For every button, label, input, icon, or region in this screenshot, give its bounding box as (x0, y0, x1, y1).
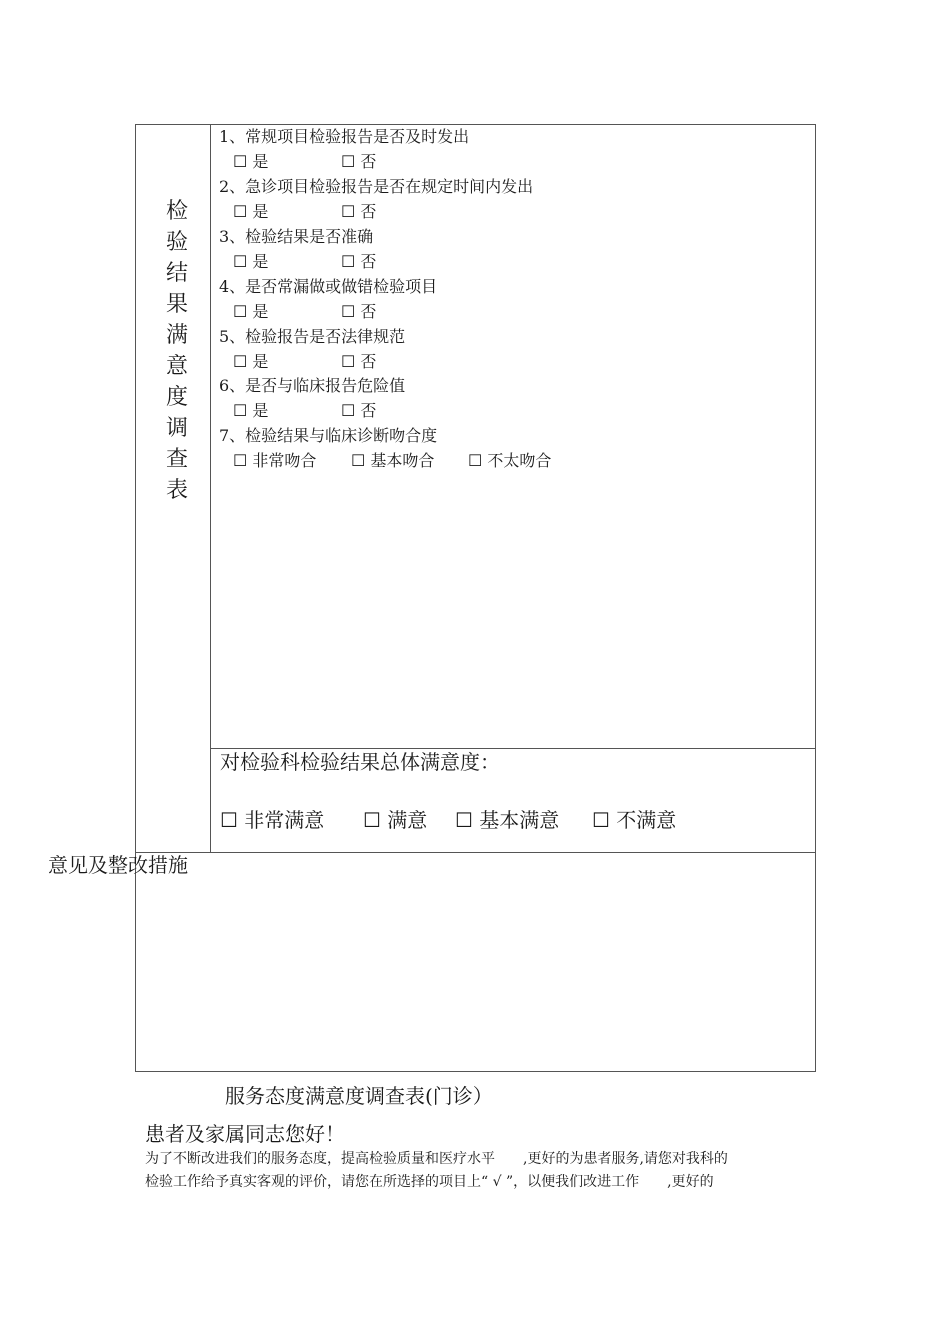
second-form-title: 服务态度满意度调查表(门诊） (225, 1084, 493, 1108)
question-7-option-not-quite[interactable]: ☐ 不太吻合 (468, 451, 552, 470)
question-6-option-yes[interactable]: ☐ 是 (233, 401, 269, 420)
section-title-char: 查 (165, 447, 188, 472)
question-1-option-no[interactable]: ☐ 否 (341, 152, 377, 171)
question-3-label: 3、检验结果是否准确 (219, 227, 374, 246)
question-5-option-yes[interactable]: ☐ 是 (233, 352, 269, 371)
question-7-option-very[interactable]: ☐ 非常吻合 (233, 451, 317, 470)
question-2-label: 2、急诊项目检验报告是否在规定时间内发出 (219, 177, 534, 196)
question-3-option-no[interactable]: ☐ 否 (341, 252, 377, 271)
question-4-option-no[interactable]: ☐ 否 (341, 302, 377, 321)
overall-option-basic[interactable]: ☐ 基本满意 (455, 808, 560, 832)
overall-option-very-satisfied[interactable]: ☐ 非常满意 (220, 808, 325, 832)
overall-option-unsatisfied[interactable]: ☐ 不满意 (592, 808, 677, 832)
question-7-label: 7、检验结果与临床诊断吻合度 (219, 426, 438, 445)
question-7-option-basic[interactable]: ☐ 基本吻合 (351, 451, 435, 470)
section-title (160, 196, 194, 506)
section-title-char: 满 (165, 323, 188, 348)
section-title-char: 调 (165, 416, 188, 441)
question-3-option-yes[interactable]: ☐ 是 (233, 252, 269, 271)
question-2-option-no[interactable]: ☐ 否 (341, 202, 377, 221)
question-6-label: 6、是否与临床报告危险值 (219, 376, 406, 395)
overall-label: 对检验科检验结果总体满意度： (220, 750, 500, 774)
greeting: 患者及家属同志您好！ (145, 1122, 345, 1146)
table-top-border (135, 124, 816, 125)
table-bottom-border (135, 1071, 816, 1072)
section-title-char: 验 (165, 230, 188, 255)
table-right-border (815, 124, 816, 1072)
intro-paragraph-line-2: 检验工作给予真实客观的评价，请您在所选择的项目上“ √ ”，以便我们改进工作 ,更好的 (145, 1174, 714, 1190)
section-title-char: 检 (165, 199, 188, 224)
overall-option-satisfied[interactable]: ☐ 满意 (363, 808, 428, 832)
question-5-option-no[interactable]: ☐ 否 (341, 352, 377, 371)
question-1-label: 1、常规项目检验报告是否及时发出 (219, 127, 470, 146)
question-4-label: 4、是否常漏做或做错检验项目 (219, 277, 438, 296)
question-1-option-yes[interactable]: ☐ 是 (233, 152, 269, 171)
intro-paragraph-line-1: 为了不断改进我们的服务态度，提高检验质量和医疗水平 ,更好的为患者服务,请您对我科的 (145, 1151, 728, 1167)
question-5-label: 5、检验报告是否法律规范 (219, 327, 406, 346)
section-title-char: 意 (165, 354, 188, 379)
question-2-option-yes[interactable]: ☐ 是 (233, 202, 269, 221)
section-title-char: 果 (165, 292, 188, 317)
overall-divider (210, 748, 816, 749)
section-title-char: 结 (165, 261, 188, 286)
section-title-char: 表 (165, 478, 188, 503)
table-left-border (135, 124, 136, 1072)
question-6-option-no[interactable]: ☐ 否 (341, 401, 377, 420)
improvement-label: 意见及整改措施 (48, 853, 188, 877)
section-divider (135, 852, 816, 853)
section-title-char: 度 (165, 385, 188, 410)
question-4-option-yes[interactable]: ☐ 是 (233, 302, 269, 321)
column-divider (210, 124, 211, 853)
